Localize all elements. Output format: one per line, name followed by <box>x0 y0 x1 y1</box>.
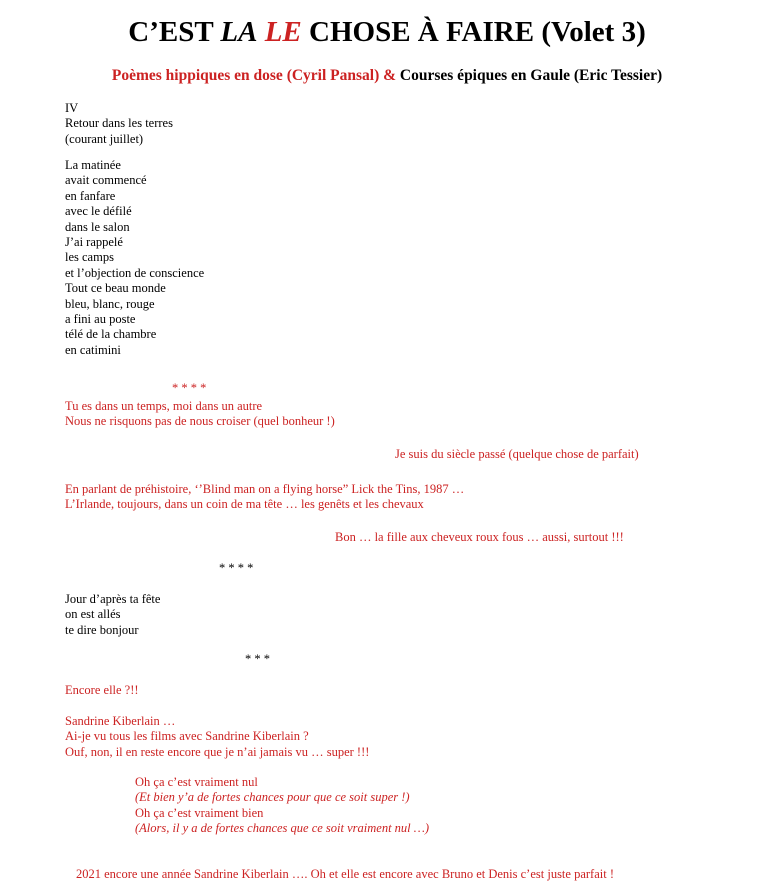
poem-line: en fanfare <box>65 188 116 203</box>
poem-line: télé de la chambre <box>65 327 157 342</box>
prose-line: Ouf, non, il en reste encore que je n’ai jamais vu … super !!! <box>65 744 370 759</box>
subtitle-red-part: Poèmes hippiques en dose (Cyril Pansal) & <box>111 67 400 84</box>
prose-block-1 <box>65 399 335 430</box>
prose-line: L’Irlande, toujours, dans un coin de ma tête … les genêts et les chevaux <box>65 497 424 512</box>
poem-line: te dire bonjour <box>65 622 139 637</box>
title-part-4: LE <box>264 16 302 48</box>
poem-line: J’ai rappelé <box>65 235 123 250</box>
closing-line: 2021 encore une année Sandrine Kiberlain …. Oh et elle est encore avec Bruno et Denis c’est juste parfait ! <box>76 867 614 881</box>
prose-line: Tu es dans un temps, moi dans un autre <box>65 399 263 413</box>
prose-block-2: Je suis du siècle passé (quelque chose de parfait) <box>395 447 639 461</box>
poem-line: en catimini <box>65 342 121 357</box>
prose-block-3 <box>65 482 464 513</box>
poem-stanza <box>65 158 204 358</box>
prose-line: Nous ne risquons pas de nous croiser (quel bonheur !) <box>65 414 335 429</box>
poem-line: bleu, blanc, rouge <box>65 296 155 311</box>
poem-heading-line: Retour dans les terres <box>65 116 173 131</box>
poem-heading <box>65 101 173 147</box>
dialog-line: Oh ça c’est vraiment bien <box>135 805 264 820</box>
dialog-line: (Alors, il y a de fortes chances que ce soit vraiment nul …) <box>135 821 430 836</box>
separator: * * * * <box>219 561 254 575</box>
poem-line: avec le défilé <box>65 204 132 219</box>
dialog-line: (Et bien y’a de fortes chances pour que ce soit super !) <box>135 790 410 805</box>
poem-line: on est allés <box>65 607 121 622</box>
poem-heading-line: (courant juillet) <box>65 131 144 146</box>
prose-block-5: Encore elle ?!! <box>65 683 139 697</box>
poem-2 <box>65 592 160 638</box>
poem-line: dans le salon <box>65 219 130 234</box>
poem-line: les camps <box>65 250 114 265</box>
poem-heading-line: IV <box>65 101 79 115</box>
poem-line: et l’objection de conscience <box>65 265 205 280</box>
separator: * * * <box>245 652 270 666</box>
prose-block-4: Bon … la fille aux cheveux roux fous … aussi, surtout !!! <box>335 530 624 544</box>
title-part-5: CHOSE À FAIRE (Volet 3) <box>301 16 646 48</box>
poem-line: Tout ce beau monde <box>65 281 166 296</box>
poem-line: avait commencé <box>65 173 147 188</box>
prose-line: En parlant de préhistoire, ‘’Blind man on a flying horse” Lick the Tins, 1987 … <box>65 482 465 496</box>
dialog-block <box>135 775 429 837</box>
subtitle-black-part: Courses épiques en Gaule (Eric Tessier) <box>399 67 663 84</box>
prose-block-6 <box>65 714 369 760</box>
subtitle <box>0 66 774 86</box>
prose-line: Sandrine Kiberlain … <box>65 714 176 728</box>
title-part-2: LA <box>220 16 258 48</box>
dialog-line: Oh ça c’est vraiment nul <box>135 775 258 789</box>
title-part-1: C’EST <box>128 16 221 48</box>
separator: * * * * <box>172 381 207 395</box>
poem-line: a fini au poste <box>65 312 136 327</box>
poem-line: La matinée <box>65 158 121 172</box>
page-title <box>0 14 774 50</box>
poem-line: Jour d’après ta fête <box>65 592 161 606</box>
prose-line: Ai-je vu tous les films avec Sandrine Kiberlain ? <box>65 729 309 744</box>
title-part-3 <box>257 16 264 48</box>
